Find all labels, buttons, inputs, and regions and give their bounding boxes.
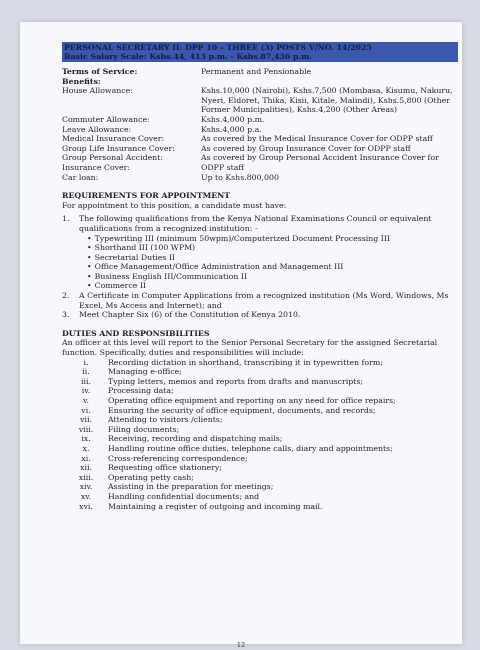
duty-number: iv. [81,386,91,396]
duty-number: xiv. [79,482,93,492]
qualification-bullet: • Typewriting III (minimum 50wpm)/Computerized Document Processing III [87,234,458,244]
qualification-bullets [79,234,458,292]
terms-value: Permanent and Pensionable [201,67,312,76]
duty-number: xvi. [79,501,93,511]
requirement-item [62,214,458,291]
duty-number: v. [83,396,89,405]
benefit-value: Kshs.10,000 (Nairobi), Kshs.7,500 (Mombasa, Kisumu, Nakuru, Nyeri, Eldoret, Thika, Kisii, Kitale, Malindi), Kshs.5,800 (Other Former Municipalities), Kshs.4,200 (Other Areas) [201,86,453,115]
duty-item [62,434,458,444]
duty-text: Typing letters, memos and reports from drafts and manuscripts; [108,376,363,386]
benefit-value: As covered by Group Insurance Cover for ODPP staff [201,143,411,153]
benefit-value: Kshs.4,000 p.a. [201,124,262,134]
requirement-item [62,291,458,310]
duty-item [62,444,458,454]
requirement-text: The following qualifications from the Kenya National Examinations Council or equivalent qualifications from a recognized institution: - [79,214,432,233]
salary-scale: Basic Salary Scale: Kshs.44, 413 p.m. - Kshs.87,436 p.m. [64,52,313,61]
benefits-label: Benefits: [62,76,101,86]
duty-text: Maintaining a register of outgoing and incoming mail. [108,501,323,511]
duty-number: i. [83,357,89,367]
benefit-row [62,125,458,135]
duty-text: Processing data; [108,386,174,396]
duty-number: xii. [80,463,92,473]
benefit-label: Commuter Allowance: [62,114,150,124]
benefit-value: As covered by the Medical Insurance Cover for ODPP staff [201,134,433,144]
duty-number: ii. [82,367,90,377]
job-title: PERSONAL SECRETARY II: DPP 10 – THREE (3) POSTS V/NO. 14/2025 [64,43,372,52]
duty-text: Handling confidential documents; and [108,491,260,501]
terms-row [62,67,458,77]
benefit-label: Group Personal Accident: Insurance Cover: [62,153,163,172]
duty-item [62,473,458,483]
qualification-bullet: • Office Management/Office Administration and Management III [87,262,458,272]
requirements-list [62,214,458,320]
requirement-body [79,214,458,291]
duty-number: xv. [80,491,92,501]
duty-item [62,425,458,435]
duty-text: Receiving, recording and dispatching mails; [108,434,283,444]
requirement-number: 3. [62,310,70,320]
duty-text: Attending to visitors /clients; [108,415,223,425]
benefit-label: Car loan: [62,172,99,182]
duty-item [62,386,458,396]
duty-text: Managing e-office; [108,367,182,377]
benefit-value: As covered by Group Personal Accident Insurance Cover for ODPP staff [201,153,439,172]
duty-number: vi. [81,405,91,415]
duty-item [62,454,458,464]
requirements-intro: For appointment to this position, a candidate must have: [62,200,287,210]
qualification-bullet: • Shorthand III (100 WPM) [87,243,458,253]
requirement-number: 1. [62,214,70,224]
duty-item [62,492,458,502]
duty-number: xiii. [78,472,94,482]
job-header-band [62,42,458,62]
duty-number: ix. [81,434,91,444]
duty-item [62,502,458,512]
duties-title: DUTIES AND RESPONSIBILITIES [62,328,210,338]
duty-number: viii. [78,424,94,434]
duty-item [62,415,458,425]
duty-item [62,367,458,377]
benefit-value: Up to Kshs.800,000 [201,172,279,182]
duty-text: Assisting in the preparation for meetings; [108,482,274,492]
document-content [62,42,458,511]
duty-item [62,482,458,492]
benefit-label: Group Life Insurance Cover: [62,143,175,153]
duty-number: vii. [80,415,92,425]
duty-text: Cross-referencing correspondence; [108,453,248,463]
terms-label: Terms of Service: [62,67,138,76]
benefit-row [62,115,458,125]
benefit-row [62,173,458,183]
requirement-text: A Certificate in Computer Applications from a recognized institution (Ms Word, Windows, Ms Excel, Ms Access and Internet); and [79,291,449,310]
duty-number: xi. [81,453,91,463]
page-number: 12 [236,641,246,649]
benefit-label: Medical Insurance Cover: [62,134,165,144]
qualification-bullet: • Commerce II [87,281,458,291]
duty-number: iii. [81,376,91,386]
benefit-row [62,134,458,144]
duty-text: Operating office equipment and reporting on any need for office repairs; [108,396,396,405]
benefit-row [62,153,458,172]
terms-section [62,67,458,182]
requirements-title: REQUIREMENTS FOR APPOINTMENT [62,191,231,201]
benefit-value: Kshs.4,000 p.m. [201,114,265,124]
benefit-row [62,144,458,154]
benefit-label: House Allowance: [62,86,133,96]
duty-text: Ensuring the security of office equipment, documents, and records; [108,405,376,415]
duty-item [62,396,458,406]
requirement-text: Meet Chapter Six (6) of the Constitution of Kenya 2010. [79,310,301,320]
duty-text: Handling routine office duties, telephone calls, diary and appointments; [108,443,393,453]
requirement-item [62,310,458,320]
duties-intro: An officer at this level will report to the Senior Personal Secretary for the assigned Secretarial function. Specifically, duties and responsibilities will include: [62,338,438,358]
document-page [20,22,462,649]
duty-text: Recording dictation in shorthand, transcribing it in typewritten form; [108,357,383,367]
duty-text: Operating petty cash; [108,472,194,482]
qualification-bullet: • Secretarial Duties II [87,253,458,263]
duty-item [62,463,458,473]
duty-item [62,406,458,416]
duty-text: Requesting office stationery; [108,463,222,473]
duty-item [62,377,458,387]
duty-text: Filing documents; [108,424,180,434]
benefit-row [62,86,458,115]
duty-item [62,358,458,368]
qualification-bullet: • Business English III/Communication II [87,272,458,282]
requirement-number: 2. [62,291,70,301]
duty-number: x. [82,443,90,453]
benefit-label: Leave Allowance: [62,124,132,134]
duties-list [62,358,458,512]
